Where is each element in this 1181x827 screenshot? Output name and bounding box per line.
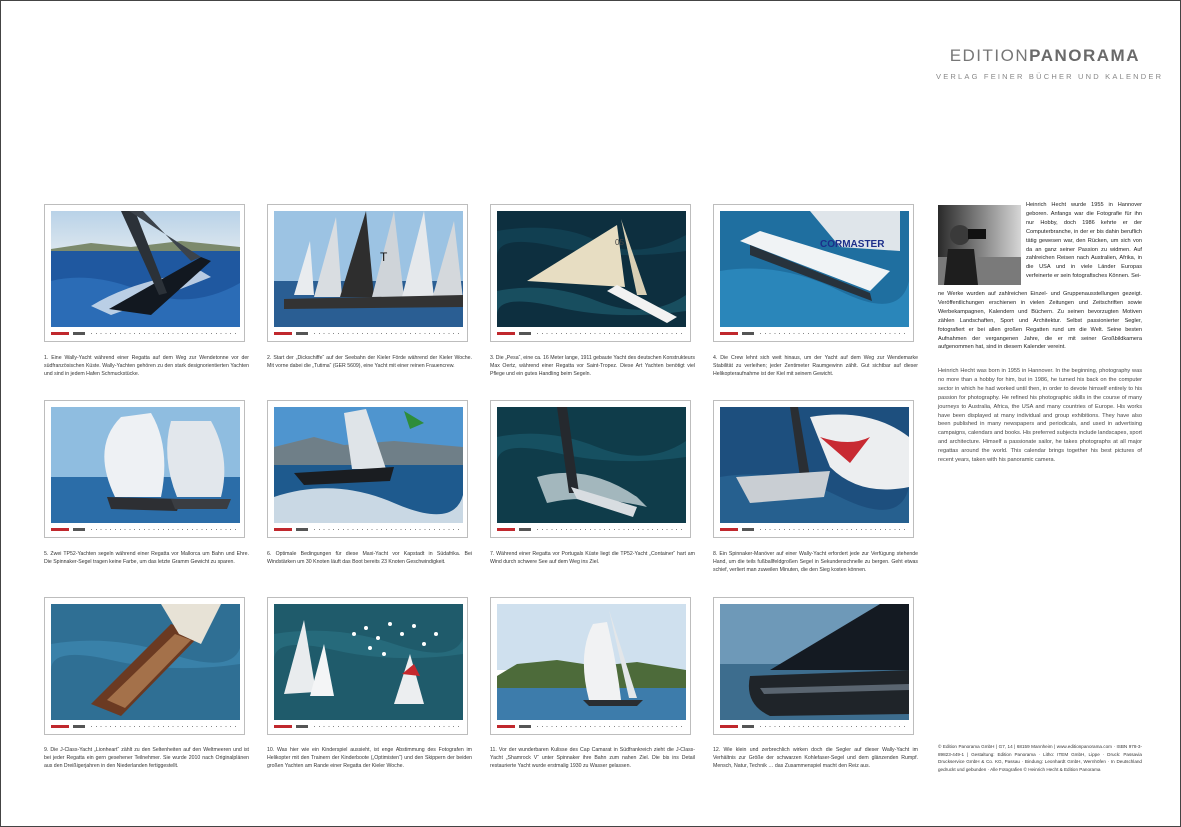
caption-9: 9. Die J-Class-Yacht „Lionheart“ zählt zu den Seltenheiten auf den Weltmeeren und ist bei jeder Regatta ein gern gesehener Teilnehmer. Sie wurde 2010 nach Originalplänen aus den Dreißigerjahren in den Niederlanden fertiggestellt. <box>44 747 249 770</box>
photographer-portrait <box>938 205 1021 285</box>
month-card-9 <box>44 597 245 735</box>
month-card-11 <box>490 597 691 735</box>
caption-10: 10. Was hier wie ein Kinderspiel aussieht, ist enge Abstimmung des Fotografen im Helikopter mit den Trainern der Kinderboote („Optimisten“) und den Skippern der beiden großen Yachten am Rande einer Regatta der Kieler Woche. <box>267 747 472 770</box>
calendar-strip <box>51 725 240 729</box>
caption-7: 7. Während einer Regatta vor Portugals Küste liegt die TP52-Yacht „Container“ hart am Wind durch schwere See auf dem Weg ins Ziel. <box>490 551 695 566</box>
calendar-strip <box>51 332 240 336</box>
calendar-strip <box>720 725 909 729</box>
photo-regatta-start <box>274 211 463 327</box>
publisher-tagline: VERLAG FEINER BÜCHER UND KALENDER <box>936 72 1164 81</box>
publisher-name-bold: PANORAMA <box>1029 46 1140 65</box>
photo-cormaster-crew <box>720 211 909 327</box>
caption-6: 6. Optimale Bedingungen für diese Maxi-Yacht vor Kapstadt in Südafrika. Bei Windstärken um 30 Knoten läuft das Boot bereits 23 Knoten Geschwindigkeit. <box>267 551 472 566</box>
month-card-2 <box>267 204 468 342</box>
bio-german-rest: ne Werke wurden auf zahlreichen Einzel- und Gruppenausstellungen gezeigt. Veröffentlichungen erschienen in vielen Zeitungen und Zeitschriften sowie Werbekampagnen, Kalendern und Büchern. Zu seinen bevorzugten Motiven zählen Landschaften, Sport und Architektur. Selbst passionierter Segler, fotografiert er bei allen großen Regatten rund um die Welt. Seine besten Aufnahmen der vergangenen Jahre, die er mit seiner Großbildkamera aufgenommen hat, sind in diesem Kalender vereint. <box>938 291 1142 351</box>
month-card-7 <box>490 400 691 538</box>
photo-shamrock-v <box>497 604 686 720</box>
bio-english: Heinrich Hecht was born in 1955 in Hannover. In the beginning, photography was no more than a hobby for him, but in 1986, he turned his back on the computer sector in which he had worked until then, in order to devote himself entirely to his passion for photography. He refined his photographic skills in the course of many journeys to Australia, Africa, the USA and many countries of Europe. His works have been displayed at many individual and group exhibitions. They have also been published in many newspapers and periodicals, and used in advertising campaigns, calendars and books. His preferred subjects include landscapes, sport and architecture. Himself a passionate sailor, he takes photographs at all major regattas around the world. This calendar brings together his best pictures of recent years, taken with his panoramic camera. <box>938 368 1142 464</box>
bio-german-intro: Heinrich Hecht wurde 1955 in Hannover geboren. Anfangs war die Fotografie für ihn nur Hobby, doch 1986 kehrte er der Computerbranche, in der er bis dahin beruflich tätig gewesen war, den Rücken, um sich von da an ganz seiner Passion zu widmen. Auf zahlreichen Reisen nach Australien, Afrika, in die USA und in viele Länder Europas verfeinerte er sein fotografisches Können. Sei- <box>1026 202 1142 280</box>
caption-11: 11. Vor der wunderbaren Kulisse des Cap Camarat in Südfrankreich zieht die J-Class-Yacht „Shamrock V“ unter Spinnaker ihre Bahn zum nahen Ziel. Die bis ins Detail restaurierte Yacht wurde erstmalig 1930 zu Wasser gelassen. <box>490 747 695 770</box>
photo-maxi-yacht-cape-town <box>274 407 463 523</box>
publisher-name <box>936 46 1140 66</box>
caption-8: 8. Ein Spinnaker-Manöver auf einer Wally-Yacht erfordert jede zur Verfügung stehende Hand, um die teils fußballfeldgroßen Segel in Sekundenschnelle zu bergen. Geht etwas schief, verliert man zuweilen Minuten, die den Sieg kosten können. <box>713 551 918 574</box>
calendar-strip <box>274 528 463 532</box>
calendar-strip <box>497 332 686 336</box>
caption-1: 1. Eine Wally-Yacht während einer Regatta auf dem Weg zur Wendetonne vor der südfranzösischen Küste. Wally-Yachten gehören zu den stark designorientierten Yachten und sind in jedem Hafen Schmuckstücke. <box>44 355 249 378</box>
calendar-strip <box>497 725 686 729</box>
photo-lionheart <box>51 604 240 720</box>
calendar-strip <box>274 725 463 729</box>
caption-2: 2. Start der „Dickschiffe“ auf der Seebahn der Kieler Förde während der Kieler Woche. Mit vorne dabei die „Tutima“ (GER 5609), eine Yacht mit einer reinen Frauencrew. <box>267 355 472 370</box>
month-card-4 <box>713 204 914 342</box>
svg-text:T: T <box>380 250 388 264</box>
month-card-12 <box>713 597 914 735</box>
caption-5: 5. Zwei TP52-Yachten segeln während einer Regatta vor Mallorca um Bahn und Ehre. Die Spinnaker-Segel tragen keine Farbe, um das letzte Gramm Gewicht zu sparen. <box>44 551 249 566</box>
calendar-strip <box>720 528 909 532</box>
month-card-1 <box>44 204 245 342</box>
calendar-strip <box>51 528 240 532</box>
month-card-8 <box>713 400 914 538</box>
svg-text:CORMASTER: CORMASTER <box>820 239 885 250</box>
caption-3: 3. Die „Pesa“, eine ca. 16 Meter lange, 1911 gebaute Yacht des deutschen Konstrukteurs Max Oertz, während einer Regatta vor Saint-Tropez. Diese Art Yachten benötigt viel Pflege und ein gutes Handling beim Segeln. <box>490 355 695 378</box>
svg-text:05: 05 <box>615 238 624 247</box>
photo-pesa-classic-yacht <box>497 211 686 327</box>
photo-tp52-container <box>497 407 686 523</box>
imprint: © Edition Panorama GmbH | G7, 14 | 68159 Mannheim | www.editionpanorama.com · ISBN 978-3-89823-449-1 | Gestaltung: Edition Panorama · Litho: ITEM GmbH, Lippe · Druck: Passavia Druckservice GmbH & Co. KG, Passau · Bindung: Leonhardt GmbH, Wernhöfen · In Deutschland gedruckt und gebunden · Alle Fotografien © Heinrich Hecht & Edition Panorama <box>938 744 1142 772</box>
photo-optimists-kiel <box>274 604 463 720</box>
photo-spinnaker-manoeuvre <box>720 407 909 523</box>
calendar-strip <box>274 332 463 336</box>
publisher-name-light: EDITION <box>949 46 1030 65</box>
month-card-3 <box>490 204 691 342</box>
month-card-6 <box>267 400 468 538</box>
calendar-strip <box>497 528 686 532</box>
month-card-10 <box>267 597 468 735</box>
caption-4: 4. Die Crew lehnt sich weit hinaus, um der Yacht auf dem Weg zur Wendemarke Stabilität zu verleihen; jeder Zentimeter Raumgewinn zählt. Gut sichtbar auf dieser Helikopteraufnahme ist der Kiel mit seinem Gewicht. <box>713 355 918 378</box>
month-card-5 <box>44 400 245 538</box>
photo-wally-yacht <box>51 211 240 327</box>
caption-12: 12. Wie klein und zerbrechlich wirken doch die Segler auf dieser Wally-Yacht im Verhältnis zur Größe der schwarzen Kohlefaser-Segel und dem glänzenden Rumpf. Mensch, Natur, Technik … das Zusammenspiel macht den Reiz aus. <box>713 747 918 770</box>
photo-wally-carbon-sails <box>720 604 909 720</box>
photo-tp52-spinnakers <box>51 407 240 523</box>
calendar-strip <box>720 332 909 336</box>
publisher-logo <box>936 46 1164 81</box>
